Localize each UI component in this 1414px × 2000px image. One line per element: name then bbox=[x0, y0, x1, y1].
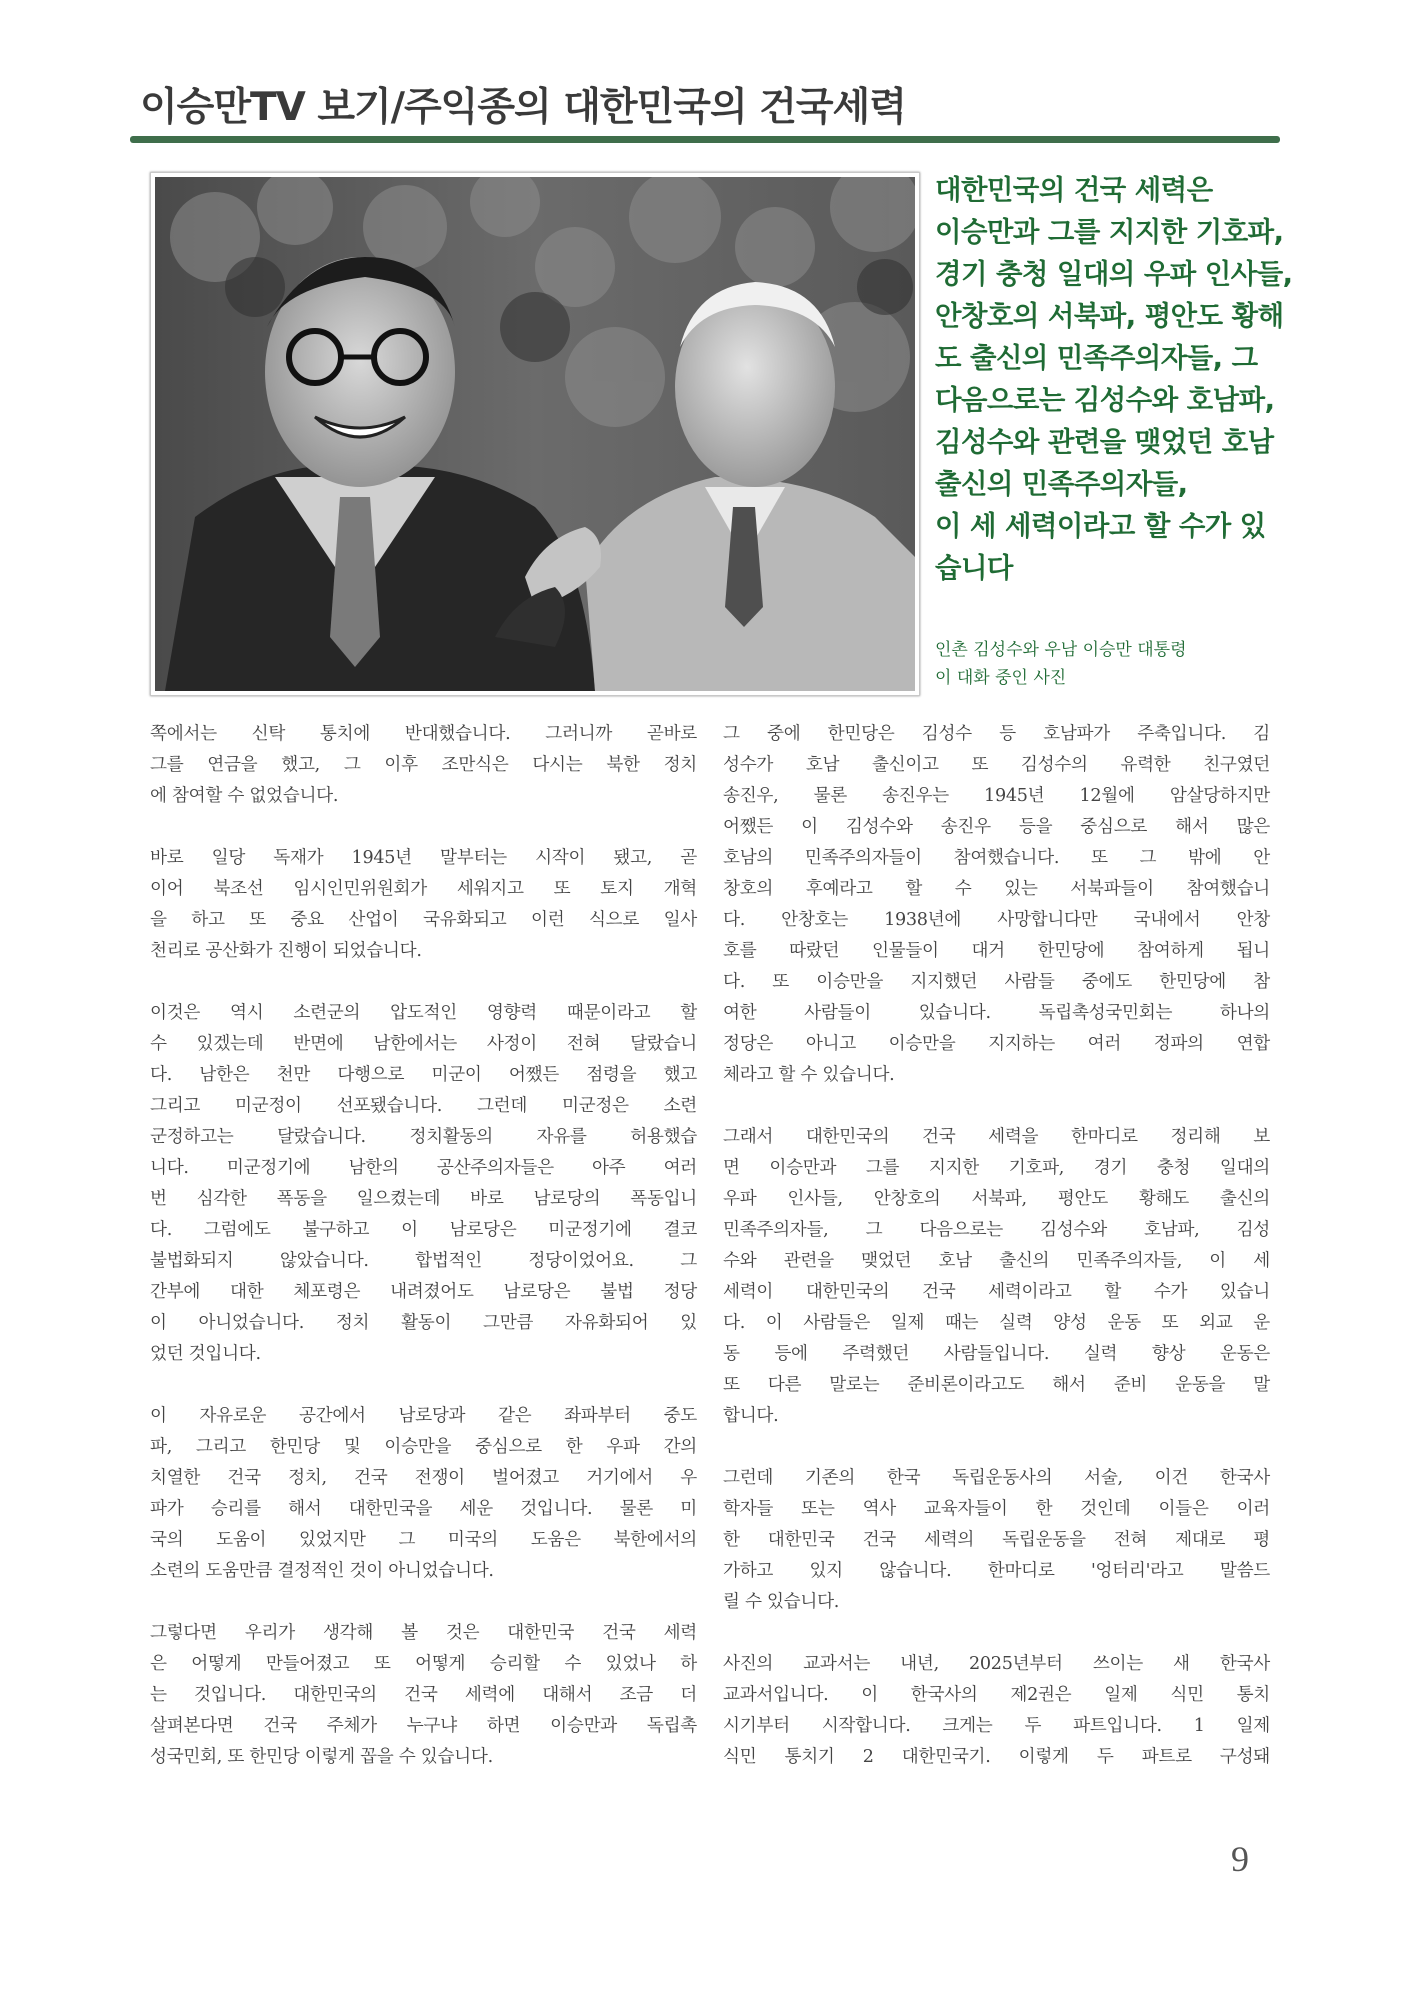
text-line: 이어 북조선 임시인민위원회가 세워지고 또 토지 개혁 bbox=[150, 879, 697, 899]
text-line: 니다. 미군정기에 남한의 공산주의자들은 아주 여러 bbox=[150, 1158, 697, 1178]
text-line: 다. 그럼에도 불구하고 이 남로당은 미군정기에 결코 bbox=[150, 1220, 697, 1240]
text-line: 다. 이 사람들은 일제 때는 실력 양성 운동 또 외교 운 bbox=[723, 1313, 1270, 1333]
text-line: 은 어떻게 만들어졌고 또 어떻게 승리할 수 있었나 하 bbox=[150, 1654, 697, 1674]
text-line: 소련의 도움만큼 결정적인 것이 아니었습니다. bbox=[150, 1561, 494, 1581]
text-line: 성국민회, 또 한민당 이렇게 꼽을 수 있습니다. bbox=[150, 1747, 493, 1767]
paragraph bbox=[150, 719, 697, 812]
text-line: 성수가 호남 출신이고 또 김성수의 유력한 친구였던 bbox=[723, 755, 1270, 775]
text-line: 불법화되지 않았습니다. 합법적인 정당이었어요. 그 bbox=[150, 1251, 697, 1271]
text-line: 호를 따랐던 인물들이 대거 한민당에 참여하게 됩니 bbox=[723, 941, 1270, 961]
caption-line: 인촌 김성수와 우남 이승만 대통령 bbox=[935, 640, 1187, 660]
text-line: 에 참여할 수 없었습니다. bbox=[150, 786, 339, 806]
text-line: 을 하고 또 중요 산업이 국유화되고 이런 식으로 일사 bbox=[150, 910, 697, 930]
text-line: 는 것입니다. 대한민국의 건국 세력에 대해서 조금 더 bbox=[150, 1685, 697, 1705]
paragraph bbox=[723, 1122, 1270, 1432]
pull-quote-line: 출신의 민족주의자들, bbox=[935, 469, 1188, 500]
text-line: 세력이 대한민국의 건국 세력이라고 할 수가 있습니 bbox=[723, 1282, 1270, 1302]
text-line: 파, 그리고 한민당 및 이승만을 중심으로 한 우파 간의 bbox=[150, 1437, 697, 1457]
text-line: 호남의 민족주의자들이 참여했습니다. 또 그 밖에 안 bbox=[723, 848, 1270, 868]
text-line: 교과서입니다. 이 한국사의 제2권은 일제 식민 통치 bbox=[723, 1685, 1270, 1705]
photo-frame bbox=[150, 172, 920, 696]
paragraph bbox=[150, 998, 697, 1370]
text-line: 창호의 후예라고 할 수 있는 서북파들이 참여했습니 bbox=[723, 879, 1270, 899]
text-line: 합니다. bbox=[723, 1406, 779, 1426]
paragraph bbox=[150, 1401, 697, 1587]
photo-caption bbox=[935, 636, 1280, 692]
pull-quote bbox=[935, 170, 1293, 590]
text-line: 우파 인사들, 안창호의 서북파, 평안도 황해도 출신의 bbox=[723, 1189, 1270, 1209]
body-column-right bbox=[723, 719, 1270, 1804]
pull-quote-line: 습니다 bbox=[935, 553, 1013, 584]
pull-quote-line: 경기 충청 일대의 우파 인사들, bbox=[935, 259, 1293, 290]
text-line: 다. 또 이승만을 지지했던 사람들 중에도 한민당에 참 bbox=[723, 972, 1270, 992]
page-number: 9 bbox=[1231, 1839, 1249, 1879]
text-line: 또 다른 말로는 준비론이라고도 해서 준비 운동을 말 bbox=[723, 1375, 1270, 1395]
text-line: 한 대한민국 건국 세력의 독립운동을 전혀 제대로 평 bbox=[723, 1530, 1270, 1550]
text-line: 다. 남한은 천만 다행으로 미군이 어쨌든 점령을 했고 bbox=[150, 1065, 697, 1085]
text-line: 이 자유로운 공간에서 남로당과 같은 좌파부터 중도 bbox=[150, 1406, 697, 1426]
text-line: 정당은 아니고 이승만을 지지하는 여러 정파의 연합 bbox=[723, 1034, 1270, 1054]
text-line: 국의 도움이 있었지만 그 미국의 도움은 북한에서의 bbox=[150, 1530, 697, 1550]
text-line: 그리고 미군정이 선포됐습니다. 그런데 미군정은 소련 bbox=[150, 1096, 697, 1116]
text-line: 민족주의자들, 그 다음으로는 김성수와 호남파, 김성 bbox=[723, 1220, 1270, 1240]
body-column-left bbox=[150, 719, 697, 1804]
text-line: 그렇다면 우리가 생각해 볼 것은 대한민국 건국 세력 bbox=[150, 1623, 697, 1643]
text-line: 그를 연금을 했고, 그 이후 조만식은 다시는 북한 정치 bbox=[150, 755, 697, 775]
pull-quote-line: 도 출신의 민족주의자들, 그 bbox=[935, 343, 1258, 374]
text-line: 치열한 건국 정치, 건국 전쟁이 벌어졌고 거기에서 우 bbox=[150, 1468, 697, 1488]
text-line: 바로 일당 독재가 1945년 말부터는 시작이 됐고, 곧 bbox=[150, 848, 697, 868]
text-line: 체라고 할 수 있습니다. bbox=[723, 1065, 895, 1085]
text-line: 었던 것입니다. bbox=[150, 1344, 261, 1364]
text-line: 이 아니었습니다. 정치 활동이 그만큼 자유화되어 있 bbox=[150, 1313, 697, 1333]
text-line: 여한 사람들이 있습니다. 독립촉성국민회는 하나의 bbox=[723, 1003, 1270, 1023]
text-line: 번 심각한 폭동을 일으켰는데 바로 남로당의 폭동입니 bbox=[150, 1189, 697, 1209]
pull-quote-line: 이승만과 그를 지지한 기호파, bbox=[935, 217, 1284, 248]
text-line: 그래서 대한민국의 건국 세력을 한마디로 정리해 보 bbox=[723, 1127, 1270, 1147]
text-line: 살펴본다면 건국 주체가 누구냐 하면 이승만과 독립촉 bbox=[150, 1716, 697, 1736]
pull-quote-line: 김성수와 관련을 맺었던 호남 bbox=[935, 427, 1274, 458]
paragraph bbox=[723, 1463, 1270, 1618]
pull-quote-line: 이 세 세력이라고 할 수가 있 bbox=[935, 511, 1266, 542]
text-line: 면 이승만과 그를 지지한 기호파, 경기 충청 일대의 bbox=[723, 1158, 1270, 1178]
pull-quote-line: 대한민국의 건국 세력은 bbox=[935, 175, 1213, 206]
text-line: 이것은 역시 소련군의 압도적인 영향력 때문이라고 할 bbox=[150, 1003, 697, 1023]
text-line: 수와 관련을 맺었던 호남 출신의 민족주의자들, 이 세 bbox=[723, 1251, 1270, 1271]
text-line: 송진우, 물론 송진우는 1945년 12월에 암살당하지만 bbox=[723, 786, 1270, 806]
text-line: 천리로 공산화가 진행이 되었습니다. bbox=[150, 941, 422, 961]
text-line: 시기부터 시작합니다. 크게는 두 파트입니다. 1 일제 bbox=[723, 1716, 1270, 1736]
pull-quote-line: 다음으로는 김성수와 호남파, bbox=[935, 385, 1275, 416]
paragraph bbox=[150, 843, 697, 967]
text-line: 쪽에서는 신탁 통치에 반대했습니다. 그러니까 곧바로 bbox=[150, 724, 697, 744]
paragraph bbox=[150, 1618, 697, 1773]
text-line: 가하고 있지 않습니다. 한마디로 '엉터리'라고 말씀드 bbox=[723, 1561, 1270, 1581]
text-line: 어쨌든 이 김성수와 송진우 등을 중심으로 해서 많은 bbox=[723, 817, 1270, 837]
title-underline bbox=[130, 136, 1280, 143]
historical-photo bbox=[155, 177, 915, 691]
text-line: 사진의 교과서는 내년, 2025년부터 쓰이는 새 한국사 bbox=[723, 1654, 1270, 1674]
paragraph bbox=[723, 719, 1270, 1091]
text-line: 그 중에 한민당은 김성수 등 호남파가 주축입니다. 김 bbox=[723, 724, 1270, 744]
page-title: 이승만TV 보기/주익종의 대한민국의 건국세력 bbox=[140, 85, 906, 130]
text-line: 그런데 기존의 한국 독립운동사의 서술, 이건 한국사 bbox=[723, 1468, 1270, 1488]
pull-quote-line: 안창호의 서북파, 평안도 황해 bbox=[935, 301, 1284, 332]
text-line: 군정하고는 달랐습니다. 정치활동의 자유를 허용했습 bbox=[150, 1127, 697, 1147]
text-line: 간부에 대한 체포령은 내려졌어도 남로당은 불법 정당 bbox=[150, 1282, 697, 1302]
text-line: 식민 통치기 2 대한민국기. 이렇게 두 파트로 구성돼 bbox=[723, 1747, 1270, 1767]
text-line: 다. 안창호는 1938년에 사망합니다만 국내에서 안창 bbox=[723, 910, 1270, 930]
text-line: 릴 수 있습니다. bbox=[723, 1592, 840, 1612]
text-line: 파가 승리를 해서 대한민국을 세운 것입니다. 물론 미 bbox=[150, 1499, 697, 1519]
text-line: 동 등에 주력했던 사람들입니다. 실력 향상 운동은 bbox=[723, 1344, 1270, 1364]
caption-line: 이 대화 중인 사진 bbox=[935, 668, 1067, 688]
paragraph bbox=[723, 1649, 1270, 1773]
text-line: 학자들 또는 역사 교육자들이 한 것인데 이들은 이러 bbox=[723, 1499, 1270, 1519]
text-line: 수 있겠는데 반면에 남한에서는 사정이 전혀 달랐습니 bbox=[150, 1034, 697, 1054]
